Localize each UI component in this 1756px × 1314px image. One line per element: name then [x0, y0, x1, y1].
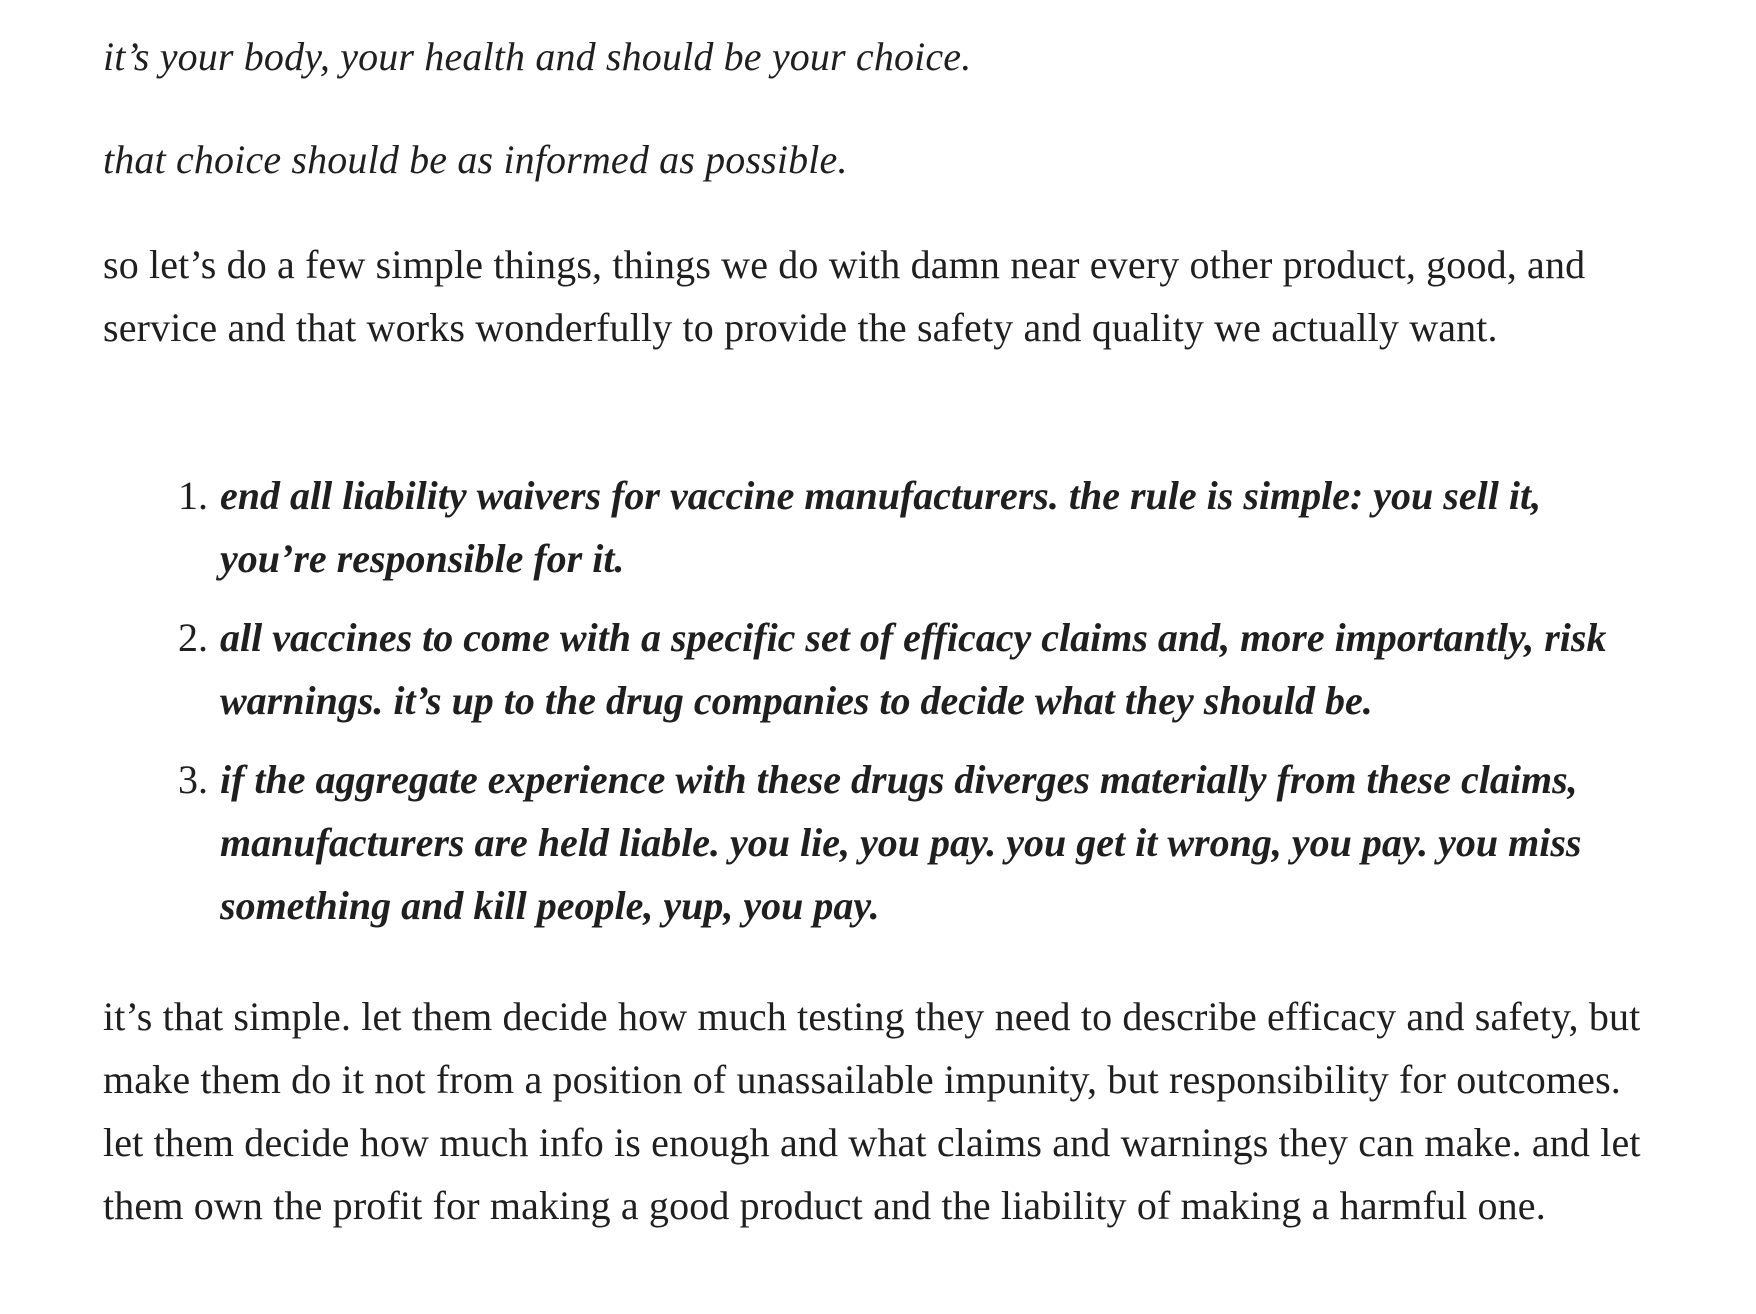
paragraph-informed-choice: that choice should be as informed as possible.: [103, 137, 848, 182]
list-item: [178, 464, 1638, 590]
list-item-number: 3.: [178, 757, 208, 802]
list-item: [178, 748, 1638, 937]
list-item-text: if the aggregate experience with these drugs diverges materially from these claims, manufacturers are held liable. you lie, you pay. you get it wrong, you pay. you miss something and kill people, yup, you pay.: [220, 757, 1582, 928]
paragraph-body-choice: it’s your body, your health and should be your choice.: [103, 34, 972, 79]
list-item: [178, 606, 1638, 732]
list-item-text: all vaccines to come with a specific set of efficacy claims and, more importantly, risk warnings. it’s up to the drug companies to decide what they should be.: [220, 615, 1607, 723]
paragraph-simple-things: so let’s do a few simple things, things we do with damn near every other product, good, and service and that works wonderfully to provide the safety and quality we actually want.: [103, 242, 1586, 350]
paragraph-conclusion: it’s that simple. let them decide how much testing they need to describe efficacy and safety, but make them do it not from a position of unassailable impunity, but responsibility for outcomes. let them decide how much info is enough and what claims and warnings they can make. and let them own the profit for making a good product and the liability of making a harmful one.: [103, 994, 1641, 1228]
list-item-text: end all liability waivers for vaccine manufacturers. the rule is simple: you sell it, you’re responsible for it.: [220, 473, 1542, 581]
list-item-number: 2.: [178, 615, 208, 660]
liability-rules-list: [178, 464, 1638, 953]
list-item-number: 1.: [178, 473, 208, 518]
